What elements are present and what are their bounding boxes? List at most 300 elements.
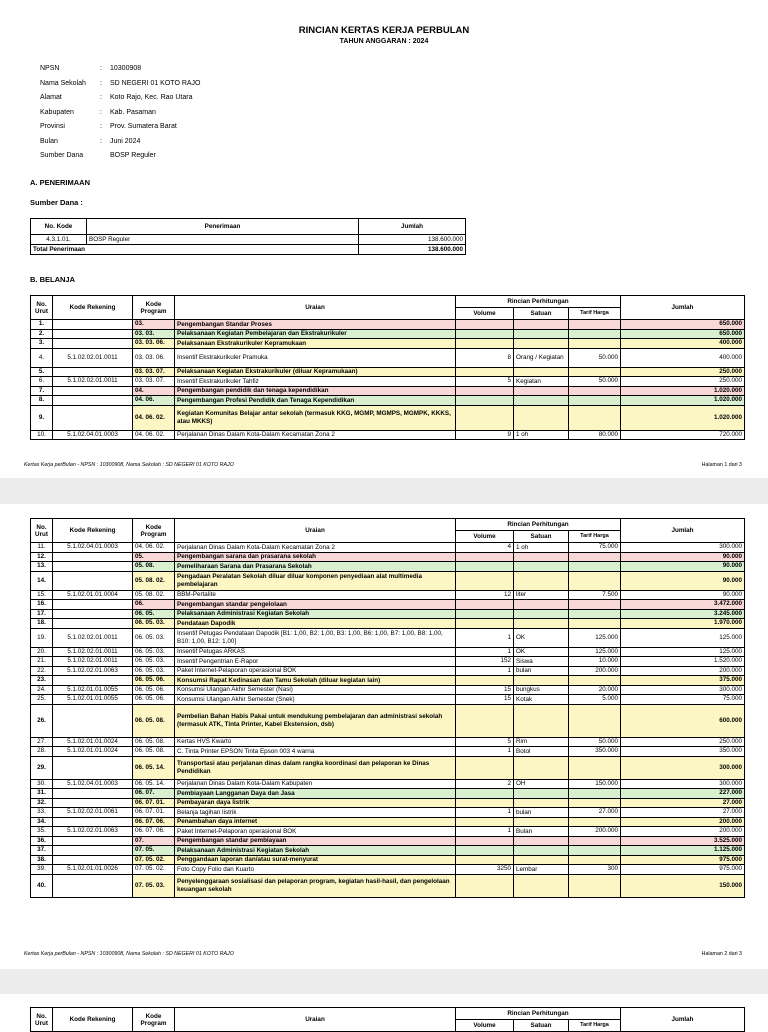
cell-kode-program: 04. 06. 02. <box>133 405 175 430</box>
cell-kode-rekening: 5.1.02.02.01.0063 <box>53 666 133 676</box>
belanja-body <box>31 543 745 898</box>
info-label: Bulan <box>40 137 58 145</box>
cell-kode-program: 06. 05. 06. <box>133 695 175 705</box>
cell-tarif <box>569 874 621 897</box>
belanja-header <box>31 519 745 543</box>
cell-tarif <box>569 789 621 799</box>
cell-satuan: Siswa <box>514 657 569 667</box>
cell-kode-program: 04. <box>133 386 175 396</box>
cell-volume: 15 <box>456 685 514 695</box>
cell-no-urut: 21. <box>31 657 53 667</box>
cell-volume: 1 <box>456 747 514 757</box>
info-row <box>40 77 201 92</box>
info-label: Nama Sekolah <box>40 79 86 87</box>
cell-no-urut: 36. <box>31 836 53 846</box>
col-jumlah: Jumlah <box>621 1008 745 1032</box>
cell-tarif: 10.000 <box>569 657 621 667</box>
info-label: Provinsi <box>40 123 65 130</box>
cell-kode-program: 03. 03. 07. <box>133 377 175 387</box>
cell-satuan: OK <box>514 647 569 657</box>
cell-kode-program: 03. <box>133 320 175 330</box>
cell-volume <box>456 704 514 737</box>
cell-jumlah: 3.525.000 <box>621 836 745 846</box>
page-footer <box>24 462 742 468</box>
cell-kode-rekening: 5.1.02.01.01.0024 <box>53 747 133 757</box>
cell-satuan <box>514 704 569 737</box>
cell-jumlah: 650.000 <box>621 320 745 330</box>
cell-satuan <box>514 756 569 779</box>
info-separator: : <box>100 137 102 145</box>
info-separator: : <box>100 108 102 116</box>
cell-no-urut: 14. <box>31 571 53 590</box>
cell-jumlah: 150.000 <box>621 874 745 897</box>
cell-jumlah: 125.000 <box>621 647 745 657</box>
cell-volume: 1 <box>456 827 514 837</box>
col-tarif: Tarif Harga <box>569 1020 621 1032</box>
table-row <box>31 836 745 846</box>
cell-uraian: Pembiayaan Langganan Daya dan Jasa <box>175 789 456 799</box>
col-rincian: Rincian Perhitungan <box>456 519 621 531</box>
cell-satuan <box>514 619 569 629</box>
section-belanja-heading: B. BELANJA <box>30 275 76 284</box>
belanja-table-page-3 <box>30 1007 745 1032</box>
school-info <box>40 62 201 164</box>
cell-kode-program: 07. 05. 02. <box>133 855 175 865</box>
cell-volume: 8 <box>456 348 514 367</box>
cell-kode-rekening <box>53 386 133 396</box>
belanja-body <box>31 320 745 440</box>
cell-no-urut: 17. <box>31 609 53 619</box>
cell-kode-rekening <box>53 562 133 572</box>
cell-volume: 1 <box>456 628 514 647</box>
cell-kode-rekening <box>53 600 133 610</box>
table-row <box>31 817 745 827</box>
cell-uraian: BBM-Pertalite <box>175 590 456 600</box>
cell-tarif <box>569 552 621 562</box>
cell-jumlah: 200.000 <box>621 827 745 837</box>
cell-no-urut: 20. <box>31 647 53 657</box>
cell-no-urut: 6. <box>31 377 53 387</box>
cell-kode-rekening <box>53 798 133 808</box>
cell-no-urut: 11. <box>31 543 53 553</box>
cell-jumlah: 250.000 <box>621 367 745 377</box>
cell-uraian: Paket Internet-Pelaporan operasional BOK <box>175 827 456 837</box>
cell-jumlah: 250.000 <box>621 737 745 747</box>
cell-satuan: 1 oh <box>514 543 569 553</box>
table-row <box>31 552 745 562</box>
cell-jumlah: 975.000 <box>621 855 745 865</box>
col-rincian: Rincian Perhitungan <box>456 296 621 308</box>
cell-volume: 152 <box>456 657 514 667</box>
cell-kode-rekening: 5.1.02.02.01.0011 <box>53 348 133 367</box>
col-no-urut: No. Urut <box>31 519 53 543</box>
cell-no-urut: 34. <box>31 817 53 827</box>
info-separator: : <box>100 123 102 130</box>
cell-kode-rekening: 5.1.02.02.01.0061 <box>53 808 133 818</box>
cell-no-urut: 40. <box>31 874 53 897</box>
penerimaan-table <box>30 218 466 255</box>
cell-kode-program: 06. 05. 08. <box>133 747 175 757</box>
table-row <box>31 320 745 330</box>
cell-tarif <box>569 405 621 430</box>
cell-no-urut: 39. <box>31 865 53 875</box>
cell-no-urut: 3. <box>31 339 53 349</box>
cell-satuan <box>514 676 569 686</box>
cell-kode-rekening <box>53 609 133 619</box>
cell-volume <box>456 836 514 846</box>
cell-kode-rekening <box>53 405 133 430</box>
table-row <box>31 756 745 779</box>
table-row <box>31 600 745 610</box>
info-value: Koto Rajo, Kec. Rao Utara <box>110 94 193 101</box>
table-row <box>31 590 745 600</box>
info-value: 10300908 <box>110 65 142 72</box>
cell-kode-program: 03. 03. 06. <box>133 348 175 367</box>
cell-no-urut: 27. <box>31 737 53 747</box>
cell-volume <box>456 386 514 396</box>
cell-satuan: Lembar <box>514 865 569 875</box>
belanja-table-page-2 <box>30 518 745 898</box>
table-row <box>31 348 745 367</box>
info-row <box>40 62 201 77</box>
cell-tarif: 27.000 <box>569 808 621 818</box>
cell-tarif <box>569 600 621 610</box>
cell-uraian: Pengembangan pendidik dan tenaga kependidikan <box>175 386 456 396</box>
cell-uraian: Pembayaran daya listrik <box>175 798 456 808</box>
cell-kode-rekening: 5.1.02.04.01.0003 <box>53 430 133 440</box>
cell-volume: 12 <box>456 590 514 600</box>
cell-no-urut: 13. <box>31 562 53 572</box>
table-row <box>31 846 745 856</box>
cell-uraian: Konsumsi Ulangan Akhir Semester (Snek) <box>175 695 456 705</box>
cell-jumlah: 90.000 <box>621 590 745 600</box>
cell-volume <box>456 609 514 619</box>
cell-satuan: Bulan <box>514 827 569 837</box>
cell-kode-program: 06. 05. 03. <box>133 647 175 657</box>
table-row <box>31 685 745 695</box>
table-row <box>31 619 745 629</box>
cell-kode-rekening <box>53 756 133 779</box>
col-kode-program: Kode Program <box>133 1008 175 1032</box>
cell-uraian: Pelaksanaan Administrasi Kegiatan Sekolah <box>175 609 456 619</box>
table-row <box>31 339 745 349</box>
cell-tarif: 300 <box>569 865 621 875</box>
page-number: Halaman 1 dari 3 <box>701 462 742 468</box>
document-title: RINCIAN KERTAS KERJA PERBULAN <box>298 25 470 36</box>
info-separator: : <box>100 94 102 101</box>
cell-volume <box>456 600 514 610</box>
info-label: NPSN <box>40 65 60 72</box>
cell-satuan: Orang / Kegiatan <box>514 348 569 367</box>
cell-kode-program: 05. 08. 02. <box>133 590 175 600</box>
cell-kode-rekening <box>53 552 133 562</box>
cell-no-urut: 35. <box>31 827 53 837</box>
cell-kode: 4.3.1.01. <box>31 235 87 245</box>
cell-uraian: Pengadaan Peralatan Sekolah diluar diluar komponen penyediaan alat multimedia pembelajaran <box>175 571 456 590</box>
cell-jumlah: 1.020.000 <box>621 386 745 396</box>
cell-satuan: Kotak <box>514 695 569 705</box>
col-satuan: Satuan <box>514 531 569 543</box>
cell-kode-program: 06. 05. 03. <box>133 657 175 667</box>
cell-no-urut: 26. <box>31 704 53 737</box>
cell-uraian: Insentif Petugas ARKAS <box>175 647 456 657</box>
cell-no-urut: 7. <box>31 386 53 396</box>
cell-volume <box>456 367 514 377</box>
cell-kode-rekening <box>53 846 133 856</box>
cell-uraian: Foto Copy Folio dan Kuarto <box>175 865 456 875</box>
page-2 <box>0 504 768 969</box>
cell-kode-program: 06. 05. 06. <box>133 676 175 686</box>
table-row <box>31 695 745 705</box>
cell-tarif <box>569 562 621 572</box>
footer-text: Kertas Kerja perBulan - NPSN : 10300908, Nama Sekolah : SD NEGERI 01 KOTO RAJO <box>24 951 234 957</box>
table-row <box>31 386 745 396</box>
section-penerimaan-heading: A. PENERIMAAN <box>30 178 91 187</box>
cell-tarif <box>569 396 621 406</box>
cell-uraian: C. Tinta Printer EPSON Tinta Epson 003 4 warna <box>175 747 456 757</box>
cell-volume: 15 <box>456 695 514 705</box>
footer-text: Kertas Kerja perBulan - NPSN : 10300908, Nama Sekolah : SD NEGERI 01 KOTO RAJO <box>24 462 234 468</box>
cell-kode-rekening <box>53 619 133 629</box>
cell-no-urut: 5. <box>31 367 53 377</box>
cell-kode-program: 07. 05. 03. <box>133 874 175 897</box>
cell-uraian: Pendataan Dapodik <box>175 619 456 629</box>
cell-tarif: 20.000 <box>569 685 621 695</box>
cell-volume <box>456 874 514 897</box>
cell-tarif: 7.500 <box>569 590 621 600</box>
cell-kode-rekening <box>53 396 133 406</box>
cell-no-urut: 33. <box>31 808 53 818</box>
cell-volume <box>456 405 514 430</box>
cell-satuan <box>514 874 569 897</box>
table-row <box>31 405 745 430</box>
cell-kode-rekening <box>53 320 133 330</box>
cell-jumlah: 27.000 <box>621 798 745 808</box>
cell-kode-program: 03. 03. 06. <box>133 339 175 349</box>
info-value: SD NEGERI 01 KOTO RAJO <box>110 79 201 87</box>
cell-uraian: Pengembangan Standar Proses <box>175 320 456 330</box>
cell-tarif: 200.000 <box>569 666 621 676</box>
cell-jumlah: 720.000 <box>621 430 745 440</box>
cell-satuan <box>514 798 569 808</box>
cell-kode-rekening: 5.1.02.04.01.0003 <box>53 543 133 553</box>
cell-kode-program: 06. 05. 14. <box>133 779 175 789</box>
cell-uraian: Paket Internet-Pelaporan operasional BOK <box>175 666 456 676</box>
cell-jumlah: 600.000 <box>621 704 745 737</box>
cell-no-urut: 4. <box>31 348 53 367</box>
cell-tarif <box>569 855 621 865</box>
cell-kode-program: 04. 06. 02. <box>133 543 175 553</box>
cell-volume <box>456 571 514 590</box>
cell-volume: 1 <box>456 808 514 818</box>
cell-tarif: 50.000 <box>569 377 621 387</box>
cell-volume: 5 <box>456 377 514 387</box>
cell-uraian: Konsumsi Ulangan Akhir Semester (Nasi) <box>175 685 456 695</box>
table-row <box>31 235 466 245</box>
page-1 <box>0 0 768 478</box>
belanja-header <box>31 296 745 320</box>
cell-tarif <box>569 704 621 737</box>
col-uraian: Uraian <box>175 296 456 320</box>
cell-uraian: Pemeliharaan Sarana dan Prasarana Sekolah <box>175 562 456 572</box>
cell-tarif <box>569 571 621 590</box>
col-no-urut: No. Urut <box>31 1008 53 1032</box>
table-row <box>31 377 745 387</box>
cell-tarif: 125.000 <box>569 647 621 657</box>
cell-jumlah: 400.000 <box>621 339 745 349</box>
cell-kode-program: 05. <box>133 552 175 562</box>
cell-kode-program: 06. 07. 06. <box>133 817 175 827</box>
cell-jumlah: 200.000 <box>621 817 745 827</box>
info-value: Kab. Pasaman <box>110 108 156 116</box>
cell-tarif: 200.000 <box>569 827 621 837</box>
total-value: 138.600.000 <box>359 245 466 255</box>
cell-jumlah: 125.000 <box>621 628 745 647</box>
cell-kode-rekening <box>53 817 133 827</box>
cell-tarif: 125.000 <box>569 628 621 647</box>
cell-jumlah: 3.245.000 <box>621 609 745 619</box>
info-value: Juni 2024 <box>110 137 141 145</box>
cell-no-urut: 31. <box>31 789 53 799</box>
table-row <box>31 874 745 897</box>
cell-kode-rekening <box>53 789 133 799</box>
table-row <box>31 657 745 667</box>
cell-kode-rekening: 5.1.02.02.01.0011 <box>53 657 133 667</box>
cell-volume <box>456 676 514 686</box>
cell-satuan <box>514 571 569 590</box>
cell-jumlah: 90.000 <box>621 562 745 572</box>
belanja-table-page-1 <box>30 295 745 440</box>
cell-satuan: Rim <box>514 737 569 747</box>
cell-uraian: Insentif Pengentrian E-Rapor <box>175 657 456 667</box>
cell-satuan <box>514 386 569 396</box>
col-satuan: Satuan <box>514 1020 569 1032</box>
cell-kode-rekening: 5.1.02.01.01.0004 <box>53 590 133 600</box>
cell-jumlah: 3.472.000 <box>621 600 745 610</box>
cell-no-urut: 2. <box>31 329 53 339</box>
cell-kode-rekening <box>53 571 133 590</box>
cell-volume: 9 <box>456 430 514 440</box>
cell-kode-program: 06. 05. 08. <box>133 737 175 747</box>
col-kode-rekening: Kode Rekening <box>53 296 133 320</box>
cell-satuan: 1 oh <box>514 430 569 440</box>
cell-satuan: OH <box>514 779 569 789</box>
cell-no-urut: 37. <box>31 846 53 856</box>
cell-kode-program: 06. 05. 03. <box>133 619 175 629</box>
cell-volume <box>456 562 514 572</box>
table-row <box>31 367 745 377</box>
cell-volume: 1 <box>456 647 514 657</box>
cell-tarif <box>569 367 621 377</box>
cell-jumlah: 300.000 <box>621 685 745 695</box>
cell-satuan <box>514 329 569 339</box>
page-separator <box>0 969 768 994</box>
col-jumlah: Jumlah <box>621 296 745 320</box>
table-row <box>31 704 745 737</box>
cell-volume: 2 <box>456 779 514 789</box>
table-row <box>31 562 745 572</box>
cell-satuan <box>514 789 569 799</box>
cell-tarif: 50.000 <box>569 348 621 367</box>
cell-jumlah: 350.000 <box>621 747 745 757</box>
page-3 <box>0 994 768 1029</box>
cell-uraian: Transportasi atau perjalanan dinas dalam rangka koordinasi dan pelaporan ke Dinas Pendidikan <box>175 756 456 779</box>
cell-satuan <box>514 817 569 827</box>
info-separator: : <box>100 79 102 87</box>
cell-kode-rekening: 5.1.02.01.01.0026 <box>53 865 133 875</box>
cell-kode-program: 04. 06. 02. <box>133 430 175 440</box>
cell-jumlah: 975.000 <box>621 865 745 875</box>
cell-jumlah: 138.600.000 <box>359 235 466 245</box>
cell-kode-program: 06. 05. 08. <box>133 704 175 737</box>
cell-kode-program: 05. 08. 02. <box>133 571 175 590</box>
cell-tarif <box>569 619 621 629</box>
table-row <box>31 779 745 789</box>
cell-volume <box>456 846 514 856</box>
cell-kode-rekening <box>53 836 133 846</box>
cell-kode-rekening <box>53 704 133 737</box>
col-kode-program: Kode Program <box>133 519 175 543</box>
cell-kode-program: 05. 08. <box>133 562 175 572</box>
cell-kode-rekening <box>53 329 133 339</box>
cell-no-urut: 24. <box>31 685 53 695</box>
cell-satuan <box>514 396 569 406</box>
cell-uraian: Pelaksanaan Kegiatan Pembelajaran dan Ekstrakurikuler <box>175 329 456 339</box>
cell-jumlah: 1.020.000 <box>621 405 745 430</box>
cell-satuan: liter <box>514 590 569 600</box>
cell-uraian: Insentif Ekstrakurikuler Tahfiz <box>175 377 456 387</box>
col-no-urut: No. Urut <box>31 296 53 320</box>
cell-uraian: Pelaksanaan Ekstrakurikuler Kepramukaan <box>175 339 456 349</box>
cell-no-urut: 22. <box>31 666 53 676</box>
cell-tarif <box>569 339 621 349</box>
cell-satuan <box>514 367 569 377</box>
cell-volume <box>456 552 514 562</box>
col-no-kode: No. Kode <box>31 219 87 235</box>
table-row <box>31 628 745 647</box>
cell-jumlah: 1.520.000 <box>621 657 745 667</box>
cell-kode-program: 06. 07. 01. <box>133 798 175 808</box>
cell-satuan: bulan <box>514 808 569 818</box>
col-uraian: Uraian <box>175 1008 456 1032</box>
cell-volume <box>456 320 514 330</box>
cell-satuan <box>514 855 569 865</box>
col-kode-rekening: Kode Rekening <box>53 1008 133 1032</box>
cell-uraian: Kegiatan Komunitas Belajar antar sekolah (termasuk KKG, MGMP, MGMPS, MGMPK, KKKS, atau MKKS) <box>175 405 456 430</box>
cell-uraian: Insentif Petugas Pendataan Dapodik [B1: 1,00, B2: 1,00, B3: 1,00, B6: 1,00, B7: 1,00, B8: 1,00, B10: 1,00, B12: 1,00] <box>175 628 456 647</box>
cell-jumlah: 300.000 <box>621 779 745 789</box>
cell-no-urut: 23. <box>31 676 53 686</box>
col-satuan: Satuan <box>514 308 569 320</box>
cell-satuan <box>514 405 569 430</box>
cell-volume: 4 <box>456 543 514 553</box>
info-value: Prov. Sumatera Barat <box>110 123 177 130</box>
cell-no-urut: 8. <box>31 396 53 406</box>
page-footer <box>24 951 742 957</box>
cell-tarif <box>569 609 621 619</box>
cell-jumlah: 27.000 <box>621 808 745 818</box>
cell-tarif <box>569 756 621 779</box>
cell-satuan <box>514 836 569 846</box>
info-separator: : <box>100 65 102 72</box>
table-row <box>31 647 745 657</box>
cell-jumlah: 300.000 <box>621 756 745 779</box>
cell-kode-program: 06. <box>133 600 175 610</box>
cell-uraian: Penambahan daya internet <box>175 817 456 827</box>
cell-volume <box>456 339 514 349</box>
cell-kode-program: 03. 03. <box>133 329 175 339</box>
cell-no-urut: 28. <box>31 747 53 757</box>
